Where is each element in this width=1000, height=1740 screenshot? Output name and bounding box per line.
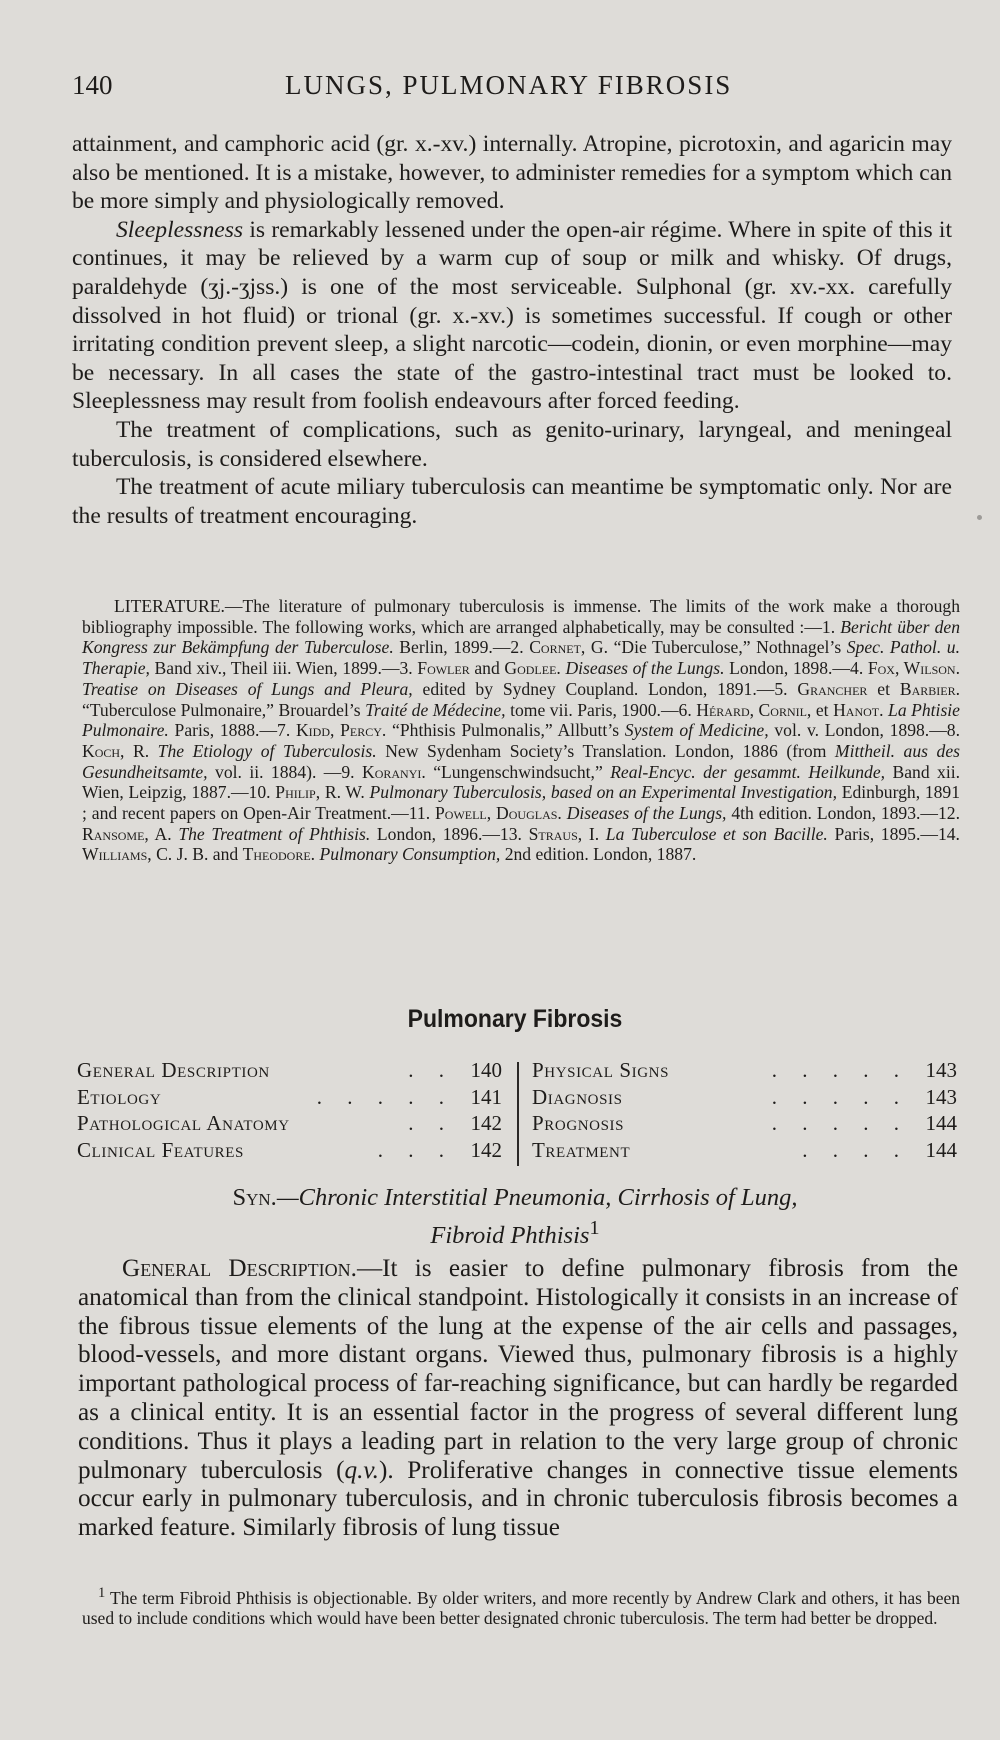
paragraph-sleeplessness [72, 216, 952, 416]
synonym-line-1: —Chronic Interstitial Pneumonia, Cirrhosis of Lung, [276, 1184, 798, 1211]
contents-leader: . . [408, 1111, 454, 1135]
footnote-reference: 1 [589, 1217, 600, 1239]
lit-author: Straus, I. [528, 823, 600, 844]
synonym-label: Syn. [232, 1184, 277, 1211]
paragraph-complications: The treatment of complications, such as genito-urinary, laryngeal, and meningeal tuberculosis, is considered elsewhere. [72, 416, 952, 472]
lit-title: Pulmonary Tuberculosis, based on an Experimental Investigation, [369, 782, 838, 803]
section-title: Pulmonary Fibrosis [407, 1005, 623, 1033]
lit-title: Real-Encyc. der gesammt. Heilkunde, [610, 761, 886, 782]
lit-seg: LITERATURE.—The literature of pulmonary tuberculosis is immense. The limits of the work make a thorough bibliography impossible. The following works, which are arranged alphabetically, may be consulted :—1. [82, 596, 960, 637]
lit-seg: edited by Sydney Coupland. London, 1891.—5. [412, 678, 798, 699]
contents-page: 144 [925, 1137, 957, 1162]
lit-seg: Band xiv., Theil iii. Wien, 1899.—3. [149, 658, 418, 679]
lit-title: La Phtisie Pulmonaire. [82, 699, 960, 741]
contents-leader: . . . . . [771, 1058, 909, 1082]
contents-label: Diagnosis [532, 1084, 623, 1109]
contents-column-left [77, 1058, 502, 1164]
contents-leader: . . . . . [771, 1111, 909, 1135]
lit-author: Philip, R. W. [275, 782, 365, 803]
qv-reference: q.v. [344, 1456, 379, 1484]
contents-column-right [532, 1058, 957, 1164]
general-description-label: General Description. [122, 1255, 357, 1282]
running-title: LUNGS, PULMONARY FIBROSIS [285, 70, 733, 100]
contents-page: 142 [470, 1137, 502, 1162]
contents-label: Pathological Anatomy [77, 1111, 290, 1135]
contents-label: General Description [77, 1058, 270, 1082]
paper-spot [977, 515, 982, 520]
lit-seg: 4th edition. London, 1893.—12. [726, 803, 961, 824]
paragraph-remedies: attainment, and camphoric acid (gr. x.-xv.) internally. Atropine, picrotoxin, and agaricin may also be mentioned. It is a mistake, however, to administer remedies for a symptom which can be more simply and physiologically removed. [72, 131, 952, 215]
contents-row [77, 1058, 502, 1085]
contents-leader: . . . . [802, 1137, 909, 1162]
lit-seg: “Tuberculose Pulmonaire,” Brouardel’s [82, 699, 366, 720]
lit-author: Barbier. [899, 678, 960, 699]
lit-seg: et [811, 699, 834, 720]
lit-title: The Treatment of Phthisis. [178, 823, 371, 844]
lit-author: Koch, R. [82, 740, 150, 761]
contents-page: 142 [470, 1111, 502, 1135]
lit-author: Williams, C. J. B. [82, 844, 209, 865]
contents-label: Etiology [77, 1084, 162, 1109]
contents-row [532, 1058, 957, 1085]
contents-page: 144 [925, 1111, 957, 1135]
lit-seg: New Sydenham Society’s Translation. London, 1886 (from [376, 740, 835, 761]
lit-seg: tome vii. Paris, 1900.—6. [505, 699, 697, 720]
contents-label: Physical Signs [532, 1058, 670, 1082]
lit-title: Traité de Médecine, [365, 699, 506, 720]
lit-seg: “Die Tuberculose,” Nothnagel’s [608, 637, 847, 658]
lit-seg: Berlin, 1899.—2. [393, 637, 530, 658]
lit-title: Bericht über den Kongress zur Bekämpfung der Tuberculose. [82, 616, 960, 658]
contents-row [77, 1138, 502, 1165]
lit-seg: 2nd edition. London, 1887. [500, 844, 697, 865]
lit-title: La Tuberculose et son Bacille. [605, 823, 828, 844]
general-description-text: —It is easier to define pulmonary fibrosis from the anatomical than from the clinical standpoint. Histologically it consists in an increase of the fibrous tissue elements of the lung at the expense of the air cells and passages, blood-vessels, and more distant organs. Viewed thus, pulmonary fibrosis is a highly important pathological process of far-reaching significance, but can hardly be regarded as a clinical entity. It is an essential factor in the progress of several different lung conditions. Thus it plays a leading part in relation to the very large group of chronic pulmonary tuberculosis ( [78, 1255, 958, 1484]
lit-author: Powell, Douglas. [435, 803, 562, 824]
literature-block [82, 596, 960, 865]
lit-author: Godlee. [504, 658, 561, 679]
contents-row [77, 1111, 502, 1138]
contents-leader: . . [408, 1058, 454, 1082]
synonym-line-2: Fibroid Phthisis [430, 1222, 590, 1250]
lit-seg: Band xii. Wien, Leipzig, 1887.—10. [82, 761, 961, 803]
lit-author: Fox, Wilson. [867, 658, 960, 679]
lit-author: Cornet, G. [529, 637, 608, 658]
lit-seg: Paris, 1888.—7. [168, 720, 296, 741]
footnote-paragraph [82, 1583, 960, 1628]
contents-label: Clinical Features [77, 1137, 244, 1162]
synonym-block [100, 1183, 930, 1251]
contents-table [77, 1058, 957, 1166]
contents-row [532, 1111, 957, 1138]
lit-seg: et [867, 678, 900, 699]
footnote [82, 1583, 960, 1628]
page-header [72, 70, 952, 110]
paragraph-miliary: The treatment of acute miliary tuberculosis can meantime be symptomatic only. Nor are the results of treatment encouraging. [72, 474, 952, 529]
lit-seg: “Lungenschwindsucht,” [425, 761, 611, 782]
lit-author: Kidd, Percy. [295, 720, 387, 741]
lit-seg: and [208, 844, 243, 865]
lit-author: Ransome, A. [82, 823, 172, 844]
contents-label: Treatment [532, 1137, 631, 1162]
contents-row [77, 1085, 502, 1112]
lit-seg: “Phthisis Pulmonalis,” Allbutt’s [386, 720, 625, 741]
contents-page: 141 [470, 1084, 502, 1109]
lit-author: Fowler [417, 658, 470, 679]
contents-page: 140 [470, 1058, 502, 1082]
lit-title: System of Medicine, [624, 720, 769, 741]
contents-leader: . . . . . [316, 1084, 454, 1109]
lit-seg: Edinburgh, 1891 ; and recent papers on Open-Air Treatment.—11. [82, 782, 961, 824]
contents-row [532, 1085, 957, 1112]
contents-row [532, 1138, 957, 1165]
lit-seg: vol. v. London, 1898.—8. [768, 720, 960, 741]
literature-paragraph [82, 596, 960, 865]
lit-author: Hérard, Cornil, [696, 699, 812, 720]
lit-seg: vol. ii. 1884). —9. [207, 761, 363, 782]
lit-author: Koranyi. [362, 761, 426, 782]
lit-title: Pulmonary Consumption, [319, 844, 501, 865]
general-description [78, 1255, 958, 1543]
sleeplessness-text: is remarkably lessened under the open-air régime. Where in spite of this it continues, it may be relieved by a warm cup of soup or milk and whisky. Of drugs, paraldehyde (ʒj.-ʒjss.) is one of the most serviceable. Sulphonal (gr. xv.-xx. carefully dissolved in hot fluid) or trional (gr. x.-xv.) is sometimes successful. If cough or other irritating condition prevent sleep, a slight narcotic—codein, dionin, or even morphine—may be necessary. In all cases the state of the gastro-intestinal tract must be looked to. Sleeplessness may result from foolish endeavours after forced feeding. [72, 216, 952, 415]
lit-seg [599, 824, 606, 844]
contents-label: Prognosis [532, 1111, 625, 1135]
lit-seg: London, 1896.—13. [370, 823, 529, 844]
treatment-text [72, 130, 952, 530]
lit-author: Grancher [797, 678, 868, 699]
lit-title: Diseases of the Lungs. [565, 658, 725, 679]
lit-title: Treatise on Diseases of Lungs and Pleura, [82, 678, 413, 699]
lit-author: Hanot. [833, 699, 884, 720]
contents-page: 143 [925, 1058, 957, 1082]
lit-title: Spec. Pathol. u. Therapie, [82, 637, 960, 679]
contents-leader: . . . . . [771, 1084, 909, 1109]
contents-page: 143 [925, 1084, 957, 1109]
lit-seg: and [469, 658, 505, 679]
lit-title: Diseases of the Lungs, [566, 803, 727, 824]
lit-title: The Etiology of Tuberculosis. [157, 740, 377, 761]
lit-title: Mittheil. aus des Gesundheitsamte, [82, 740, 960, 782]
lit-seg: Paris, 1895.—14. [827, 823, 960, 844]
lit-seg: London, 1898.—4. [724, 658, 868, 679]
page-number: 140 [72, 70, 113, 100]
footnote-text: The term Fibroid Phthisis is objectionable. By older writers, and more recently by Andrew Clark and others, it has been used to include conditions which would have been better designated chronic tuberculosis. The term had better be dropped. [82, 1587, 960, 1628]
general-description-paragraph [78, 1255, 958, 1543]
lit-seg [149, 741, 158, 761]
contents-divider [517, 1062, 519, 1166]
contents-leader: . . . [377, 1137, 454, 1162]
general-description-text-2: ). Proliferative changes in connective tissue elements occur early in pulmonary tuberculosis, and in chronic tuberculosis fibrosis becomes a marked feature. Similarly fibrosis of lung tissue [78, 1456, 958, 1542]
footnote-marker: 1 [98, 1585, 106, 1601]
lit-author: Theodore. [242, 844, 316, 865]
sleeplessness-heading: Sleeplessness [116, 216, 244, 243]
